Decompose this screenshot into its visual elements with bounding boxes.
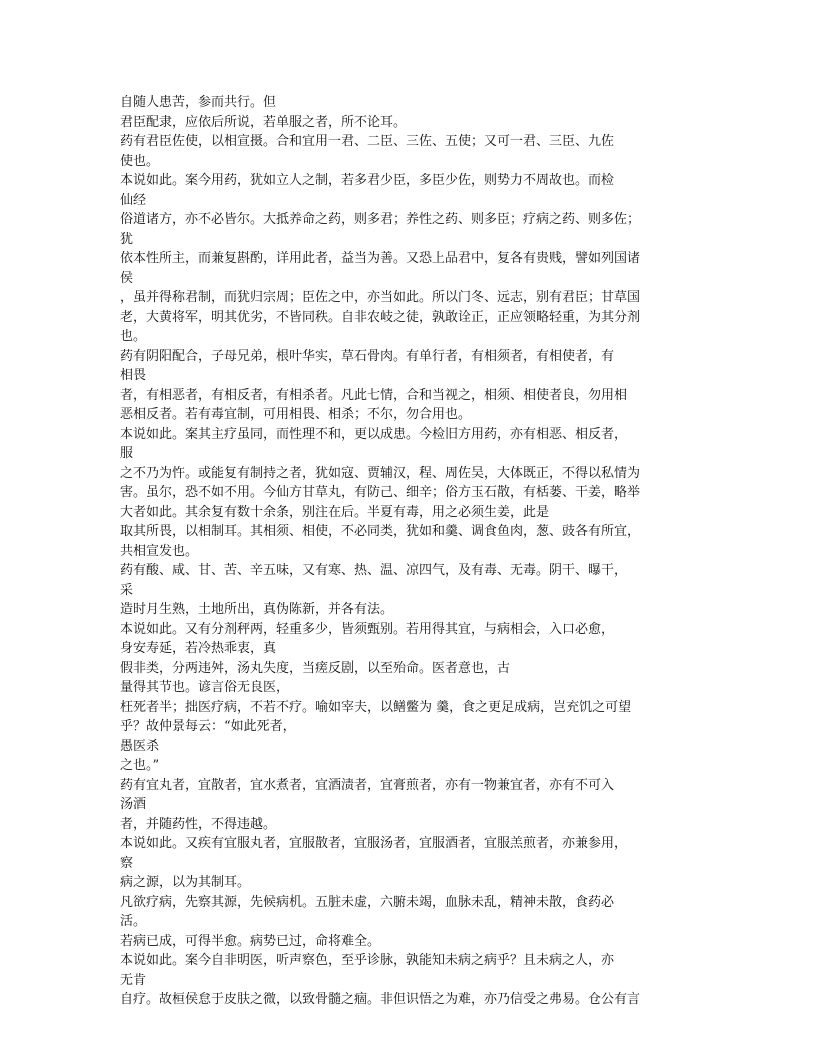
text-line: 活。 — [120, 914, 147, 929]
text-line: 俗道诸方，亦不必皆尔。大抵养命之药，则多君；养性之药、则多臣；疗病之药、则多佐； — [120, 212, 641, 227]
text-line: 药有阴阳配合，子母兄弟，根叶华实，草石骨肉。有单行者，有相须者，有相使者，有 — [120, 348, 615, 364]
text-line: 愚医杀 — [120, 738, 160, 754]
text-line: 药有宜丸者，宜散者，宜水煮者，宜酒渍者，宜膏煎者，亦有一物兼宜者，亦有不可入 — [120, 777, 615, 793]
text-line: 本说如此。案今自非明医，听声察色，至乎诊脉，孰能知未病之病乎？且未病之人，亦 — [120, 953, 615, 968]
text-line: 本说如此。又疾有宜服丸者，宜服散者，宜服汤者，宜服酒者，宜服羔煎者，亦兼参用， — [120, 836, 628, 851]
text-line: 本说如此。案今用药，犹如立人之制，若多君少臣，多臣少佐，则势力不周故也。而检 — [120, 173, 615, 188]
text-line: 大者如此。其余复有数十余条，别注在后。半夏有毒，用之必须生姜，此是 — [120, 504, 550, 520]
text-line: 者，有相恶者，有相反者，有相杀者。凡此七情，合和当视之，相须、相使者良，勿用相 — [120, 387, 628, 403]
text-line: 凡欲疗病，先察其源，先候病机。五脏未虚，六腑未竭，血脉未乱，精神未散，食药必 — [120, 894, 615, 910]
text-line: 恶相反者。若有毒宜制，可用相畏、相杀；不尔，勿合用也。 — [120, 407, 472, 422]
text-line: 察 — [120, 855, 134, 871]
text-line: 之也。” — [120, 758, 160, 773]
text-line: 之不乃为忤。或能复有制持之者，犹如寇、贾辅汉，程、周佐吴，大体既正，不得以私情为 — [120, 465, 641, 481]
text-line: 相畏 — [120, 368, 147, 383]
text-line: 身安寿延，若冷热乖衷，真 — [120, 641, 277, 656]
text-line: 假非类，分两违舛，汤丸失度，当瘥反剧，以至殆命。医者意也，古 — [120, 660, 511, 676]
text-line: 病之源，以为其制耳。 — [120, 875, 251, 890]
text-line: 汤酒 — [120, 797, 147, 812]
text-line: 仙经 — [120, 192, 147, 208]
text-line: 者，并随药性，不得违越。 — [120, 816, 277, 832]
text-line: 枉死者半；拙医疗病，不若不疗。喻如宰夫，以鳝鳖为 羹，食之更足成病，岂充饥之可望 — [120, 699, 632, 715]
text-line: 乎？故仲景每云：“如此死者， — [120, 719, 296, 734]
text-line: 量得其节也。谚言俗无良医， — [120, 680, 290, 695]
text-line: 共相宣发也。 — [120, 543, 199, 559]
document-body — [120, 93, 690, 1010]
text-line: 犹 — [120, 231, 134, 247]
text-line: 使也。 — [120, 153, 160, 169]
text-line: 害。虽尔，恐不如不用。今仙方甘草丸，有防己、细辛；俗方玉石散，有栝蒌、干姜，略举 — [120, 485, 641, 500]
text-line: 造时月生熟，土地所出，真伪陈新，并各有法。 — [120, 602, 394, 617]
text-line: 无肯 — [120, 972, 147, 988]
text-line: 君臣配隶，应依后所说，若单服之者，所不论耳。 — [120, 114, 407, 130]
text-line: 自随人患苦，参而共行。但 — [120, 95, 277, 110]
text-line: 药有酸、咸、甘、苦、辛五味，又有寒、热、温、凉四气，及有毒、无毒。阴干、曝干， — [120, 563, 628, 578]
text-line: 侯 — [120, 270, 134, 286]
text-line: 老，大黄将军，明其优劣，不皆同秩。自非农岐之徒，孰敢诠正，正应领略轻重，为其分剂 — [120, 309, 641, 325]
text-line: 也。 — [120, 329, 147, 344]
text-line: 自疗。故桓侯怠于皮肤之微，以致骨髓之痼。非但识悟之为难，亦乃信受之弗易。仓公有言 — [120, 992, 641, 1007]
text-line: 药有君臣佐使，以相宣摄。合和宜用一君、二臣、三佐、五使；又可一君、三臣、九佐 — [120, 134, 615, 149]
text-line: 本说如此。案其主疗虽同，而性理不和，更以成患。今检旧方用药，亦有相恶、相反者， — [120, 426, 628, 442]
text-line: 本说如此。又有分剂秤两，轻重多少，皆须甄别。若用得其宜，与病相会，入口必愈， — [120, 621, 615, 637]
text-line: ，虽并得称君制，而犹归宗周；臣佐之中，亦当如此。所以门冬、远志，别有君臣；甘草国 — [120, 290, 641, 305]
text-line: 采 — [120, 582, 134, 598]
text-line: 取其所畏，以相制耳。其相须、相使，不必同类，犹如和羹、调食鱼肉，葱、豉各有所宜， — [120, 524, 641, 539]
text-line: 依本性所主，而兼复斟酌，详用此者，益当为善。又恐上品君中，复各有贵贱，譬如列国诸 — [120, 251, 641, 266]
text-line: 服 — [120, 446, 134, 461]
text-line: 若病已成，可得半愈。病势已过，命将难全。 — [120, 933, 381, 949]
